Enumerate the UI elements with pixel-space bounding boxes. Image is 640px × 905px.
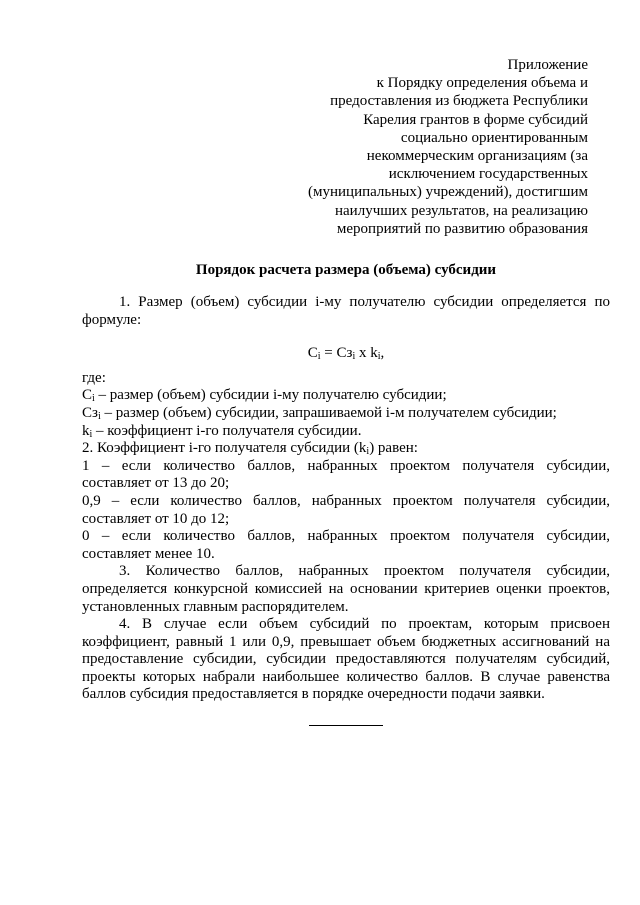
def-c-symbol: C (82, 387, 93, 404)
paragraph-3: 3. Количество баллов, набранных проектом получателя субсидии, определяется конкурсной комиссией на основании критериев оценки проектов, установленных главным распорядителем. (82, 563, 610, 615)
paragraph-2 (82, 440, 610, 458)
def-c-sub: i (92, 393, 95, 405)
def-k-sub: i (89, 428, 93, 440)
p2-sub: i (366, 446, 370, 458)
appendix-line: наилучших результатов, на реализацию (335, 202, 588, 219)
def-k-symbol: k (82, 422, 90, 439)
def-k-text: – коэффициент i-го получателя субсидии. (92, 422, 362, 439)
formula-k-sub: i (377, 351, 381, 363)
formula-c-sub: i (317, 351, 321, 363)
appendix-line: Приложение (507, 57, 588, 73)
document-body (82, 294, 610, 704)
appendix-line: Карелия грантов в форме субсидий (363, 111, 588, 128)
where-label: где: (82, 369, 106, 386)
appendix-line: предоставления из бюджета Республики (330, 93, 588, 110)
paragraph-1: 1. Размер (объем) субсидии i-му получателю субсидии определяется по формуле: (82, 294, 610, 328)
definition-k (82, 423, 610, 441)
def-cz-sub: i (97, 410, 101, 422)
paragraph-4: 4. В случае если объем субсидий по проектам, которым присвоен коэффициент, равный 1 или 0,9, превышает объем бюджетных ассигнований на предоставление субсидии, субсидии предоставляются получателям субсидий, проекты которых набрали наибольшее количество баллов. В случае равенства баллов субсидия предоставляется в порядке очередности подачи заявки. (82, 616, 610, 703)
formula-cz-sub: i (352, 351, 356, 363)
separator-line (309, 725, 383, 726)
formula-eq: = Cз (320, 345, 353, 362)
appendix-line: к Порядку определения объема и (376, 75, 588, 92)
coefficient-case-1: 1 – если количество баллов, набранных проектом получателя субсидии, составляет от 13 до 20; (82, 457, 610, 492)
appendix-line: мероприятий по развитию образования (336, 220, 588, 237)
coefficient-case-3: 0 – если количество баллов, набранных проектом получателя субсидии, составляет менее 10. (82, 528, 610, 562)
appendix-line: социально ориентированным (400, 129, 588, 146)
formula (82, 345, 610, 363)
definition-c (82, 387, 610, 405)
appendix-line: (муниципальных) учреждений), достигшим (308, 184, 588, 201)
formula-tail: , (380, 345, 385, 362)
p2-text: 2. Коэффициент i-го получателя субсидии (k (82, 440, 367, 457)
appendix-line: исключением государственных (388, 166, 588, 183)
def-cz-text: – размер (объем) субсидии, запрашиваемой i-м получателем субсидии; (100, 404, 557, 421)
coefficient-case-2: 0,9 – если количество баллов, набранных проектом получателя субсидии, составляет от 10 до 12; (82, 492, 610, 527)
formula-c: C (307, 345, 318, 362)
p2-text-end: ) равен: (369, 440, 418, 457)
definition-cz (82, 405, 610, 423)
appendix-line: некоммерческим организациям (за (366, 148, 588, 165)
def-cz-symbol: Cз (82, 404, 98, 421)
document-title: Порядок расчета размера (объема) субсидии (195, 262, 497, 278)
appendix-header (288, 56, 588, 238)
def-c-text: – размер (объем) субсидии i-му получателю субсидии; (94, 387, 447, 404)
formula-op: x k (355, 345, 378, 362)
